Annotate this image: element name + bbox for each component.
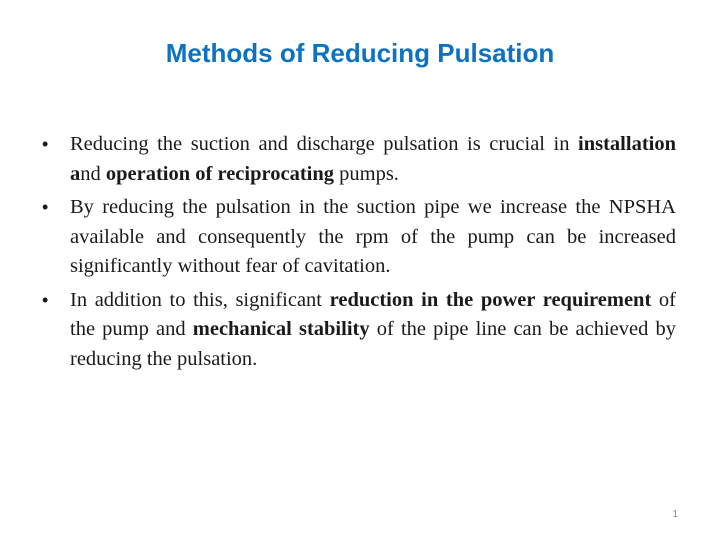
bullet-item xyxy=(42,193,676,282)
bullet-item xyxy=(42,130,676,189)
bullet-text-run: Reducing the suction and discharge pulsation is crucial in xyxy=(70,133,579,155)
bullet-dot-icon: • xyxy=(42,134,49,154)
bullet-text-run-bold: operation of reciprocating xyxy=(105,162,334,185)
bullet-item xyxy=(42,286,676,375)
bullet-text-run-bold: installation a xyxy=(70,133,676,185)
bullet-dot-icon: • xyxy=(42,197,49,217)
bullet-text-run-bold: mechanical stability xyxy=(192,318,370,340)
bullet-text-run: of the pump and xyxy=(70,288,676,340)
bullet-text-run: of the pipe line can be achieved by reducing the pulsation. xyxy=(70,318,677,370)
bullet-text-run: In addition to this, significant xyxy=(70,288,330,311)
bullet-text-run: By reducing the pulsation in the suction pipe we increase the NPSHA available and consequently the rpm of the pump can be increased significantly without fear of cavitation. xyxy=(70,196,676,277)
bullet-text-run: nd xyxy=(80,162,106,185)
page-number: 1 xyxy=(672,509,678,520)
slide-title: Methods of Reducing Pulsation xyxy=(165,38,555,68)
bullet-text-run: pumps. xyxy=(334,162,399,185)
bullet-list xyxy=(42,130,676,378)
bullet-dot-icon: • xyxy=(42,289,49,310)
bullet-text-run-bold: reduction in the power requirement xyxy=(329,288,652,311)
